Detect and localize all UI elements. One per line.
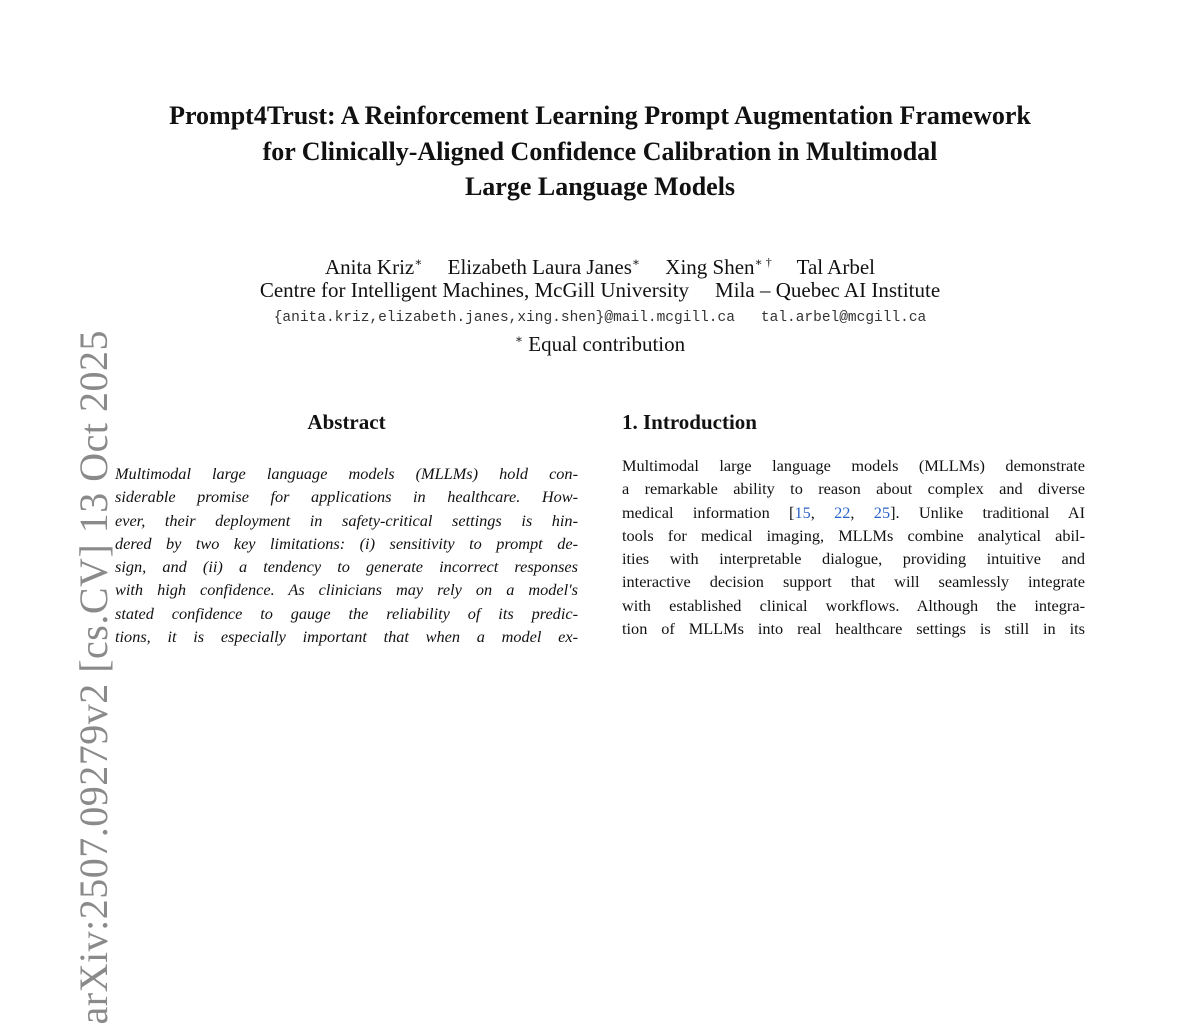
equal-text: Equal contribution [523,332,686,356]
arxiv-stamp [22,330,116,1024]
equal-contribution-note [100,332,1100,357]
author-name: Elizabeth Laura Janes [447,255,632,279]
abstract-line: sign, and (ii) a tendency to generate incorrect responses [115,557,578,577]
affiliation: Centre for Intelligent Machines, McGill University [259,278,690,302]
intro-text: medical information [ [622,502,795,522]
intro-line: interactive decision support that will seamlessly integrate [622,572,1085,592]
affiliation: Mila – Quebec AI Institute [715,278,941,302]
abstract-heading: Abstract [307,410,386,434]
title-line-3: Large Language Models [464,172,736,201]
citation-link[interactable]: 22 [834,502,851,522]
author-mark: ∗ [631,255,641,269]
equal-mark: ∗ [514,332,523,346]
abstract-line: Multimodal large language models (MLLMs) hold con- [115,464,578,483]
abstract-line: ever, their deployment in safety-critical settings is hin- [115,510,578,530]
intro-line: Multimodal large language models (MLLMs) demonstrate [622,456,1085,475]
citation-separator: , [850,502,874,522]
citation-separator: , [810,502,835,522]
intro-line: tion of MLLMs into real healthcare settings is still in its [622,619,1085,639]
affiliations [100,277,1100,304]
author-name: Xing Shen [665,255,755,279]
author-mark: ∗ † [754,255,772,269]
intro-line: tools for medical imaging, MLLMs combine analytical abil- [622,525,1085,545]
abstract-line: siderable promise for applications in healthcare. How- [115,487,578,507]
intro-text: ]. Unlike traditional AI [890,502,1086,522]
email: tal.arbel@mcgill.ca [760,310,927,326]
intro-line: a remarkable ability to reason about complex and diverse [622,479,1085,499]
abstract-line: with high confidence. As clinicians may rely on a model's [115,580,578,600]
paper-title [100,98,1100,205]
intro-line: with established clinical workflows. Although the integra- [622,595,1085,615]
citation-link[interactable]: 25 [873,502,891,522]
author-name: Tal Arbel [796,255,875,279]
author-mark: ∗ [414,255,423,269]
intro-line: ities with interpretable dialogue, providing intuitive and [622,549,1085,569]
abstract-line: dered by two key limitations: (i) sensitivity to prompt de- [115,533,578,553]
title-line-2: for Clinically-Aligned Confidence Calibration in Multimodal [262,136,938,166]
abstract-body [115,462,578,648]
email: {anita.kriz,elizabeth.janes,xing.shen}@mail.mcgill.ca [273,310,735,326]
abstract-line: tions, it is especially important that when a model ex- [115,627,578,647]
introduction-heading: 1. Introduction [622,410,757,434]
title-line-1: Prompt4Trust: A Reinforcement Learning Prompt Augmentation Framework [169,101,1031,130]
intro-line-with-citations [622,501,1085,524]
citation-link[interactable]: 15 [794,502,811,522]
arxiv-stamp-text: arXiv:2507.09279v2 [cs.CV] 13 Oct 2025 [71,330,116,1024]
abstract-line: stated confidence to gauge the reliability of its predic- [115,603,578,623]
author-emails [100,310,1100,326]
author-name: Anita Kriz [325,255,415,279]
introduction-body [622,454,1085,640]
